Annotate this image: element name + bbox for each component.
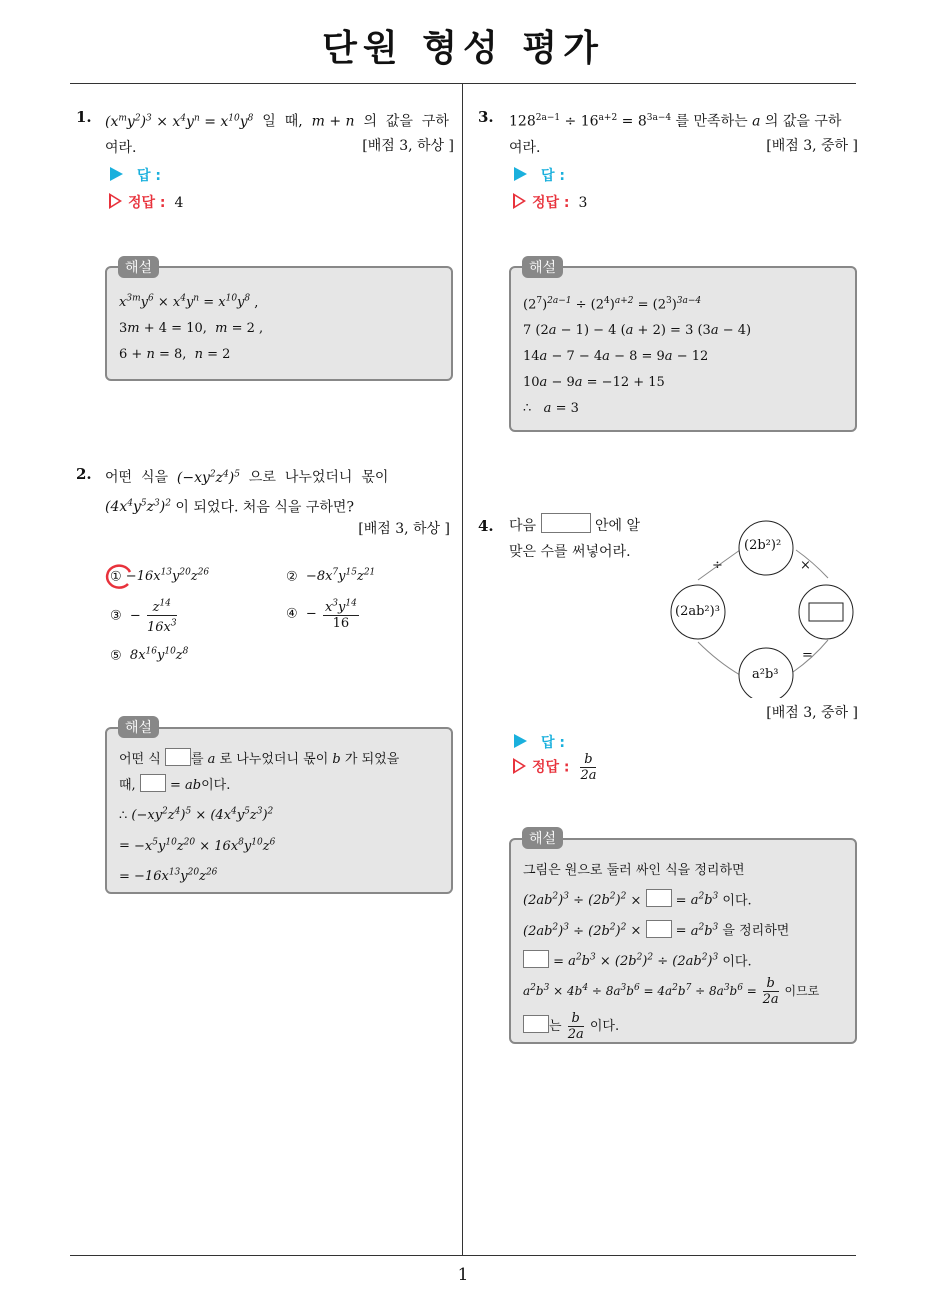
question-1-line2: 여라. bbox=[105, 139, 137, 156]
question-4-solution-tag: 해설 bbox=[522, 827, 563, 849]
play-icon bbox=[110, 167, 123, 181]
question-4-meta: [배점 3, 중하 ] bbox=[766, 705, 858, 721]
question-3-solution-box bbox=[509, 266, 857, 432]
page-title: 단원 형성 평가 bbox=[322, 28, 604, 69]
solution-line: 10a − 9a = −12 + 15 bbox=[523, 375, 665, 391]
question-1-correct: 정답 : 4 bbox=[109, 192, 183, 212]
outline-triangle-icon bbox=[109, 193, 122, 209]
solution-line: 14a − 7 − 4a − 8 = 9a − 12 bbox=[523, 349, 709, 365]
solution-line: ∴ $(-xy^2z^4)^5 \times (4x^4y^5z^3)^2$ bbox=[119, 807, 274, 824]
choice-3[interactable]: ③ − $\frac{z^{14}}{16x^3}$ bbox=[110, 599, 177, 635]
solution-line: $(2ab^2)^3 \div (2b^2)^2$ × = $a^2b^3$ 을 정리하면 bbox=[523, 914, 819, 944]
question-3-solution-tag: 해설 bbox=[522, 256, 563, 278]
solution-line: = $a^2b^3 \times (2b^2)^2 \div (2ab^2)^3$ 이다. bbox=[523, 945, 819, 975]
question-2-solution-box bbox=[105, 727, 453, 894]
solution-line: 7 (2a − 1) − 4 (a + 2) = 3 (3a − 4) bbox=[523, 323, 752, 339]
play-icon bbox=[514, 734, 527, 748]
diagram-divide-op: ÷ bbox=[712, 558, 723, 573]
solution-line: 그림은 원으로 둘러 싸인 식을 정리하면 bbox=[523, 863, 745, 878]
choice-1[interactable]: ① $-16x^{13}y^{20}z^{26}$ bbox=[110, 568, 210, 585]
question-3-answer-label: 답 : bbox=[514, 165, 565, 185]
question-1-line1: $(x^my^2)^3 \times x^4y^n = x^{10}y^8$ 일 때, m + n 의 값을 구하 bbox=[105, 113, 449, 130]
outline-triangle-icon bbox=[513, 193, 526, 209]
question-3-answer-value: 3 bbox=[578, 195, 588, 211]
question-4-line2: 맞은 수를 써넣어라. bbox=[509, 544, 631, 560]
diagram-top-term: (2b²)² bbox=[744, 538, 782, 553]
question-2-line1: 어떤 식을 $(-xy^2z^4)^5$ 으로 나누었더니 몫이 bbox=[105, 469, 389, 486]
solution-line: 3m + 4 = 10, m = 2 , bbox=[119, 321, 264, 337]
question-1-number: 1. bbox=[76, 108, 92, 126]
solution-line: = $-x^5y^{10}z^{20} \times 16x^8y^{10}z^6$ bbox=[119, 837, 276, 854]
question-2-line2: $(4x^4y^5z^3)^2$ 이 되었다. 처음 식을 구하면? bbox=[105, 498, 354, 516]
question-1-solution-tag: 해설 bbox=[118, 256, 159, 278]
question-3-line2: 여라. bbox=[509, 139, 541, 156]
question-2-solution-tag: 해설 bbox=[118, 716, 159, 738]
play-icon bbox=[514, 167, 527, 181]
diagram-multiply-op: × bbox=[800, 558, 811, 573]
solution-line: $x^{3m}y^6 \times x^4y^n = x^{10}y^8$ , bbox=[119, 294, 259, 311]
question-2-meta: [배점 3, 하상 ] bbox=[358, 521, 450, 537]
solution-line: $(2^7)^{2a-1} \div (2^4)^{a+2} = (2^3)^{3a-4}$ bbox=[523, 296, 702, 313]
question-3-number: 3. bbox=[478, 108, 494, 126]
diagram-left-term: (2ab²)³ bbox=[675, 604, 720, 619]
question-4-number: 4. bbox=[478, 517, 494, 535]
question-4-answer-label: 답 : bbox=[514, 732, 565, 752]
choice-5[interactable]: ⑤ $8x^{16}y^{10}z^8$ bbox=[110, 647, 189, 664]
question-1-meta: [배점 3, 하상 ] bbox=[362, 138, 454, 154]
page-number: 1 bbox=[457, 1265, 469, 1285]
question-3-correct: 정답 : 3 bbox=[513, 192, 587, 212]
solution-line: ∴ a = 3 bbox=[523, 401, 579, 417]
solution-line: 6 + n = 8, n = 2 bbox=[119, 347, 231, 363]
question-3-meta: [배점 3, 중하 ] bbox=[766, 138, 858, 154]
question-3-line1: $128^{2a-1} \div 16^{a+2} = 8^{3a-4}$ 를 만족하는 a 의 값을 구하 bbox=[509, 113, 842, 130]
diagram-blank-box bbox=[809, 603, 843, 621]
choice-4[interactable]: ④ − $\frac{x^3y^{14}}{16}$ bbox=[286, 599, 357, 632]
column-divider bbox=[462, 84, 463, 1256]
solution-line: $(2ab^2)^3 \div (2b^2)^2$ × = $a^2b^3$ 이다. bbox=[523, 884, 819, 914]
question-1-answer-label: 답 : bbox=[110, 165, 161, 185]
solution-line: 때, = ab이다. bbox=[119, 773, 399, 799]
diagram-equals-op: = bbox=[802, 648, 813, 663]
blank-box bbox=[541, 513, 591, 533]
solution-line: 는 $\frac{b}{2a}$ 이다. bbox=[523, 1011, 819, 1042]
question-1-solution-box bbox=[105, 266, 453, 381]
choice-2[interactable]: ② $-8x^7y^{15}z^{21}$ bbox=[286, 568, 376, 585]
question-4-text: 다음 안에 알 맞은 수를 써넣어라. bbox=[509, 513, 669, 565]
question-4-answer-value: $\frac{b}{2a}$ bbox=[580, 752, 597, 783]
question-2-number: 2. bbox=[76, 465, 92, 483]
solution-line: $a^2b^3 \times 4b^4 \div 8a^3b^6 = 4a^2b^7 \div 8a^3b^6$ = $\frac{b}{2a}$ 이므로 bbox=[523, 975, 820, 1007]
question-4-correct: 정답 : $\frac{b}{2a}$ bbox=[513, 752, 598, 783]
question-4-solution-box bbox=[509, 838, 857, 1044]
solution-line: 어떤 식 를 a 로 나누었더니 몫이 b 가 되었을 bbox=[119, 747, 399, 773]
question-1-answer-value: 4 bbox=[174, 195, 184, 211]
diagram-bottom-term: a²b³ bbox=[752, 667, 779, 682]
footer-divider bbox=[70, 1255, 856, 1256]
header-divider bbox=[70, 83, 856, 84]
solution-line: = $-16x^{13}y^{20}z^{26}$ bbox=[119, 867, 218, 884]
question-2-text bbox=[105, 461, 455, 520]
outline-triangle-icon bbox=[513, 758, 526, 774]
